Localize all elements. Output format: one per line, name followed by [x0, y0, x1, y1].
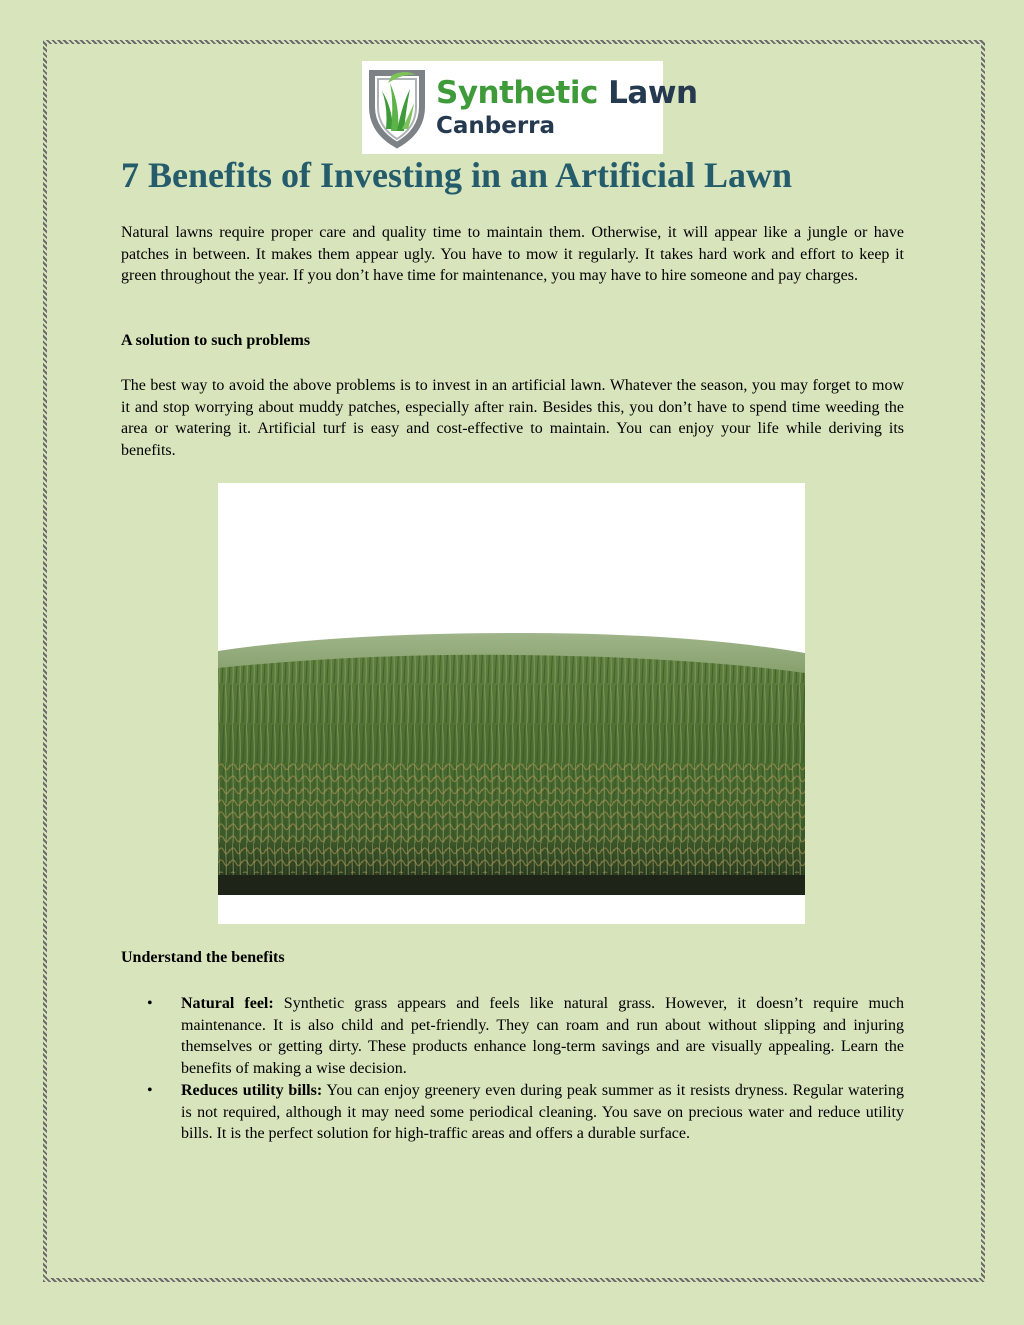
section-heading-benefits: Understand the benefits	[121, 949, 285, 966]
section-heading-solution: A solution to such problems	[121, 332, 311, 349]
page-title: 7 Benefits of Investing in an Artificial Lawn	[121, 155, 793, 195]
shield-grass-icon	[366, 67, 432, 149]
benefits-list	[121, 993, 904, 1145]
synthetic-lawn-canberra-logo	[362, 61, 698, 154]
benefit-term: Reduces utility bills:	[181, 1081, 323, 1099]
list-item	[121, 993, 904, 1080]
benefit-text: You can enjoy greenery even during peak summer as it resists dryness. Regular watering is not required, although it may need some periodical cleaning. You save on precious water and reduce utility bills. It is the perfect solution for high-traffic areas and offers a durable surface.	[181, 1081, 905, 1143]
artificial-turf-image	[218, 483, 805, 924]
logo-title	[436, 75, 698, 111]
list-item	[121, 1080, 904, 1145]
bullet-icon: •	[147, 995, 153, 1012]
logo-word-lawn: Lawn	[608, 75, 698, 111]
turf-illustration	[218, 483, 805, 924]
logo-word-synthetic: Synthetic	[436, 75, 598, 111]
intro-paragraph: Natural lawns require proper care and quality time to maintain them. Otherwise, it will appear like a jungle or have patches in between. It makes them appear ugly. You have to mow it regularly. It takes hard work and effort to keep it green throughout the year. If you don’t have time for maintenance, you may have to hire someone and pay charges.	[121, 224, 904, 285]
benefit-term: Natural feel:	[181, 995, 274, 1012]
logo-subtitle: Canberra	[436, 113, 556, 139]
solution-paragraph: The best way to avoid the above problems is to invest in an artificial lawn. Whatever the season, you may forget to mow it and stop worrying about muddy patches, especially after rain. Besides this, you don’t have to spend time weeding the area or watering it. Artificial turf is easy and cost-effective to maintain. You can enjoy your life while deriving its benefits.	[121, 377, 904, 460]
bullet-icon: •	[147, 1081, 153, 1099]
benefit-text: Synthetic grass appears and feels like natural grass. However, it doesn’t require much maintenance. It is also child and pet-friendly. They can roam and run about without slipping and injuring themselves or getting dirty. These products enhance long-term savings and are visually appealing. Learn the benefits of making a wise decision.	[181, 995, 904, 1078]
